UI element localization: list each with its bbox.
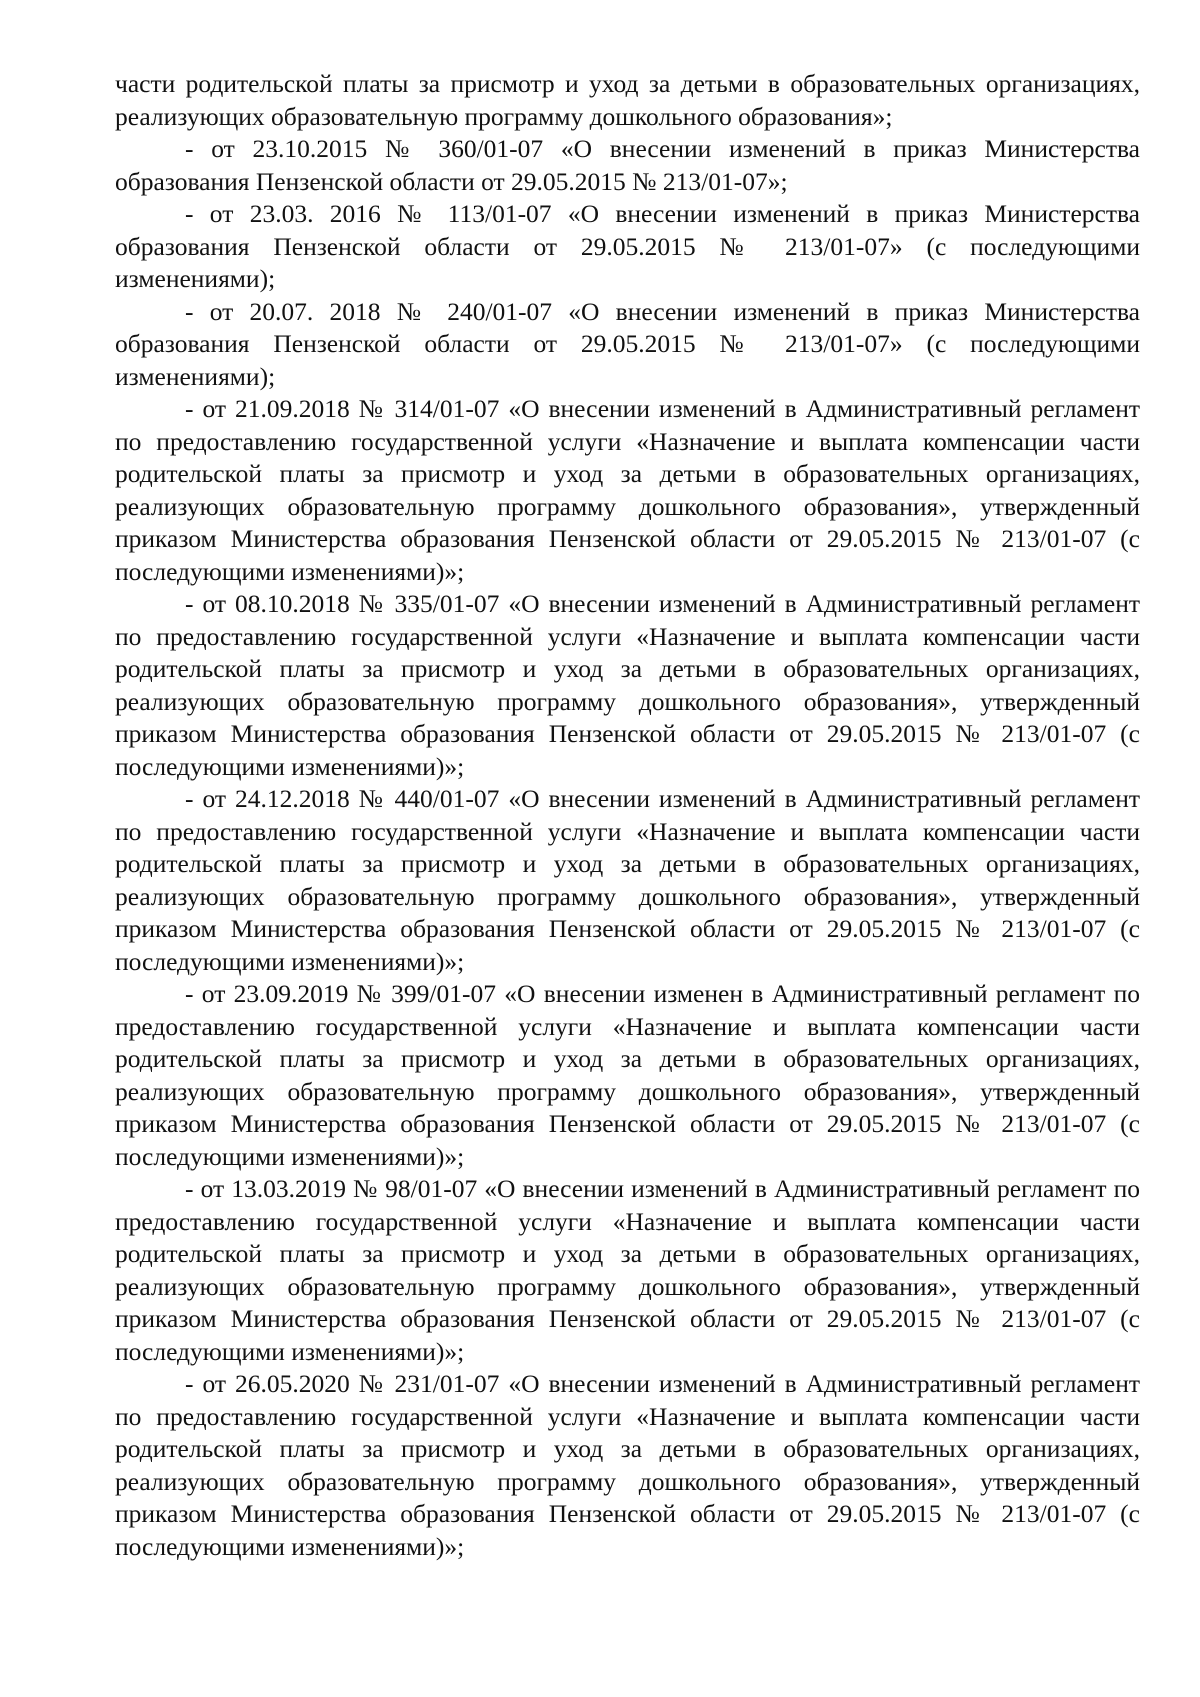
paragraph-continuation: части родительской платы за присмотр и уход за детьми в образовательных организациях, реализующих образовательную программу дошкольного образования»; <box>115 69 1140 131</box>
order-item-2019-03-13: - от 13.03.2019 № 98/01-07 «О внесении изменений в Административный регламент по предоставлению государственной услуги «Назначение и выплата компенсации части родительской платы за присмотр и уход за детьми в образовательных организациях, реализующих образовательную программу дошкольного образования», утвержденный приказом Министерства образования Пензенской области от 29.05.2015 № 213/01-07 (с последующими изменениями)»; <box>115 1174 1140 1366</box>
order-item-2018-10-08: - от 08.10.2018 № 335/01-07 «О внесении изменений в Административный регламент по предоставлению государственной услуги «Назначение и выплата компенсации части родительской платы за присмотр и уход за детьми в образовательных организациях, реализующих образовательную программу дошкольного образования», утвержденный приказом Министерства образования Пензенской области от 29.05.2015 № 213/01-07 (с последующими изменениями)»; <box>115 589 1140 781</box>
order-item-2018-12-24: - от 24.12.2018 № 440/01-07 «О внесении изменений в Административный регламент по предоставлению государственной услуги «Назначение и выплата компенсации части родительской платы за присмотр и уход за детьми в образовательных организациях, реализующих образовательную программу дошкольного образования», утвержденный приказом Министерства образования Пензенской области от 29.05.2015 № 213/01-07 (с последующими изменениями)»; <box>115 784 1140 976</box>
order-item-2018-07-20: - от 20.07. 2018 № 240/01-07 «О внесении изменений в приказ Министерства образования Пензенской области от 29.05.2015 № 213/01-07» (с последующими изменениями); <box>115 296 1140 391</box>
order-item-2015-10-23: - от 23.10.2015 № 360/01-07 «О внесении изменений в приказ Министерства образования Пензенской области от 29.05.2015 № 213/01-07»; <box>115 134 1140 196</box>
document-body <box>115 68 1140 1563</box>
order-item-2018-09-21: - от 21.09.2018 № 314/01-07 «О внесении изменений в Административный регламент по предоставлению государственной услуги «Назначение и выплата компенсации части родительской платы за присмотр и уход за детьми в образовательных организациях, реализующих образовательную программу дошкольного образования», утвержденный приказом Министерства образования Пензенской области от 29.05.2015 № 213/01-07 (с последующими изменениями)»; <box>115 394 1140 586</box>
order-item-2020-05-26: - от 26.05.2020 № 231/01-07 «О внесении изменений в Административный регламент по предоставлению государственной услуги «Назначение и выплата компенсации части родительской платы за присмотр и уход за детьми в образовательных организациях, реализующих образовательную программу дошкольного образования», утвержденный приказом Министерства образования Пензенской области от 29.05.2015 № 213/01-07 (с последующими изменениями)»; <box>115 1369 1140 1561</box>
order-item-2016-03-23: - от 23.03. 2016 № 113/01-07 «О внесении изменений в приказ Министерства образования Пензенской области от 29.05.2015 № 213/01-07» (с последующими изменениями); <box>115 199 1140 293</box>
order-item-2019-09-23: - от 23.09.2019 № 399/01-07 «О внесении изменен в Административный регламент по предоставлению государственной услуги «Назначение и выплата компенсации части родительской платы за присмотр и уход за детьми в образовательных организациях, реализующих образовательную программу дошкольного образования», утвержденный приказом Министерства образования Пензенской области от 29.05.2015 № 213/01-07 (с последующими изменениями)»; <box>115 979 1140 1171</box>
